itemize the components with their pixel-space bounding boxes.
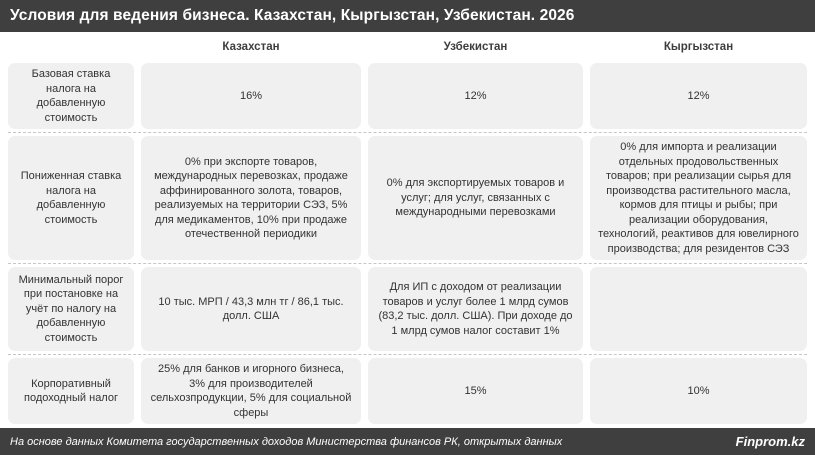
cell-uzbekistan: 12%: [368, 63, 583, 129]
footer-bar: [0, 428, 815, 455]
table-row-vat-registration-threshold: [8, 267, 807, 351]
data-source-note: На основе данных Комитета государственных доходов Министерства финансов РК, открытых данных: [10, 435, 563, 448]
cell-uzbekistan: Для ИП с доходом от реализации товаров и услуг более 1 млрд сумов (83,2 тыс. долл. США). При доходе до 1 млрд сумов налог составит 1%: [368, 267, 583, 351]
cell-kyrgyzstan: [590, 267, 807, 351]
column-header-uzbekistan: Узбекистан: [443, 41, 508, 53]
row-divider: [8, 132, 807, 133]
cell-kyrgyzstan: 10%: [590, 358, 807, 424]
column-header-kyrgyzstan: Кыргызстан: [663, 41, 734, 53]
row-label: Минимальный порог при постановке на учёт по налогу на добавленную стоимость: [8, 267, 134, 351]
row-label: Корпоративный подоходный налог: [8, 358, 134, 424]
table-row-vat-base-rate: [8, 63, 807, 129]
column-header-row: [0, 32, 815, 62]
table-row-corporate-income-tax: [8, 358, 807, 424]
finprom-logo: Finprom.kz: [735, 434, 805, 450]
table-row-vat-reduced-rate: [8, 136, 807, 260]
cell-kyrgyzstan: 12%: [590, 63, 807, 129]
row-label: Базовая ставка налога на добавленную стоимость: [8, 63, 134, 129]
cell-kazakhstan: 16%: [141, 63, 361, 129]
cell-kazakhstan: 10 тыс. МРП / 43,3 млн тг / 86,1 тыс. долл. США: [141, 267, 361, 351]
row-divider: [8, 354, 807, 355]
row-label: Пониженная ставка налога на добавленную стоимость: [8, 136, 134, 260]
cell-uzbekistan: 15%: [368, 358, 583, 424]
cell-kazakhstan: 0% при экспорте товаров, международных перевозках, продаже аффинированного золота, товаров, реализуемых на территории СЭЗ, 5% для медикаментов, 10% при продаже отечественной периодики: [141, 136, 361, 260]
cell-kazakhstan: 25% для банков и игорного бизнеса, 3% для производителей сельхозпродукции, 5% для социальной сферы: [141, 358, 361, 424]
column-header-kazakhstan: Казахстан: [222, 41, 280, 53]
infographic-title: Условия для ведения бизнеса. Казахстан, Кыргызстан, Узбекистан. 2026: [0, 0, 815, 32]
table-body: [0, 62, 815, 426]
row-divider: [8, 263, 807, 264]
cell-kyrgyzstan: 0% для импорта и реализации отдельных продовольственных товаров; при реализации сырья для производства растительного масла, кормов для птицы и рыбы; при реализации оборудования, технологий, реактивов для ювелирного производства; для резидентов СЭЗ: [590, 136, 807, 260]
cell-uzbekistan: 0% для экспортируемых товаров и услуг; для услуг, связанных с международными перевозками: [368, 136, 583, 260]
